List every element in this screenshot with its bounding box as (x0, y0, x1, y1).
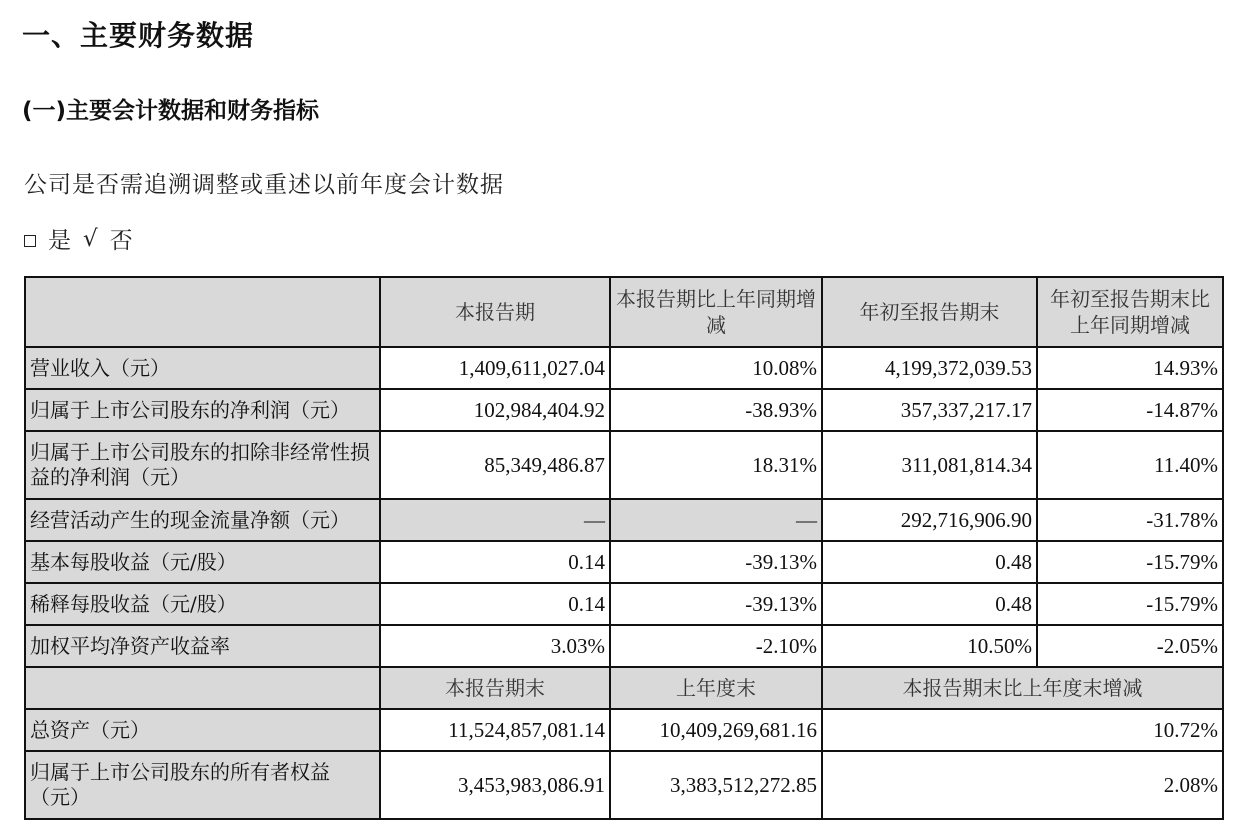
value-cell: 14.93% (1037, 347, 1223, 389)
value-cell: 3.03% (380, 625, 610, 667)
value-cell: -38.93% (610, 389, 822, 431)
value-cell: -39.13% (610, 583, 822, 625)
value-cell: -15.79% (1037, 541, 1223, 583)
row-label: 稀释每股收益（元/股） (25, 583, 380, 625)
value-cell: 10.08% (610, 347, 822, 389)
table-row (25, 751, 1223, 819)
table-row (25, 625, 1223, 667)
value-cell: -39.13% (610, 541, 822, 583)
value-cell: — (610, 499, 822, 541)
value-cell: 357,337,217.17 (822, 389, 1037, 431)
option-yes-label: 是 (48, 228, 71, 254)
header-cell: 上年度末 (610, 667, 822, 709)
table-row (25, 431, 1223, 499)
table-row (25, 499, 1223, 541)
option-no-label: 否 (109, 228, 133, 254)
value-cell: 11,524,857,081.14 (380, 709, 610, 751)
value-cell: — (380, 499, 610, 541)
value-cell: 18.31% (610, 431, 822, 499)
header-cell: 本报告期 (380, 277, 610, 347)
header-cell: 本报告期比上年同期增减 (610, 277, 822, 347)
value-cell: 4,199,372,039.53 (822, 347, 1037, 389)
value-cell: -14.87% (1037, 389, 1223, 431)
value-cell: 311,081,814.34 (822, 431, 1037, 499)
restatement-question: 公司是否需追溯调整或重述以前年度会计数据 (24, 172, 504, 198)
row-label: 营业收入（元） (25, 347, 380, 389)
header-cell: 本报告期末 (380, 667, 610, 709)
row-label: 加权平均净资产收益率 (25, 625, 380, 667)
value-cell: 85,349,486.87 (380, 431, 610, 499)
value-cell: 1,409,611,027.04 (380, 347, 610, 389)
table-row (25, 347, 1223, 389)
value-cell: 10,409,269,681.16 (610, 709, 822, 751)
header-cell: 年初至报告期末比上年同期增减 (1037, 277, 1223, 347)
value-cell: -2.05% (1037, 625, 1223, 667)
value-cell: -2.10% (610, 625, 822, 667)
row-label: 归属于上市公司股东的扣除非经常性损益的净利润（元） (25, 431, 380, 499)
value-cell: 10.72% (822, 709, 1223, 751)
subsection-title: (一)主要会计数据和财务指标 (22, 98, 320, 124)
row-label: 归属于上市公司股东的所有者权益（元） (25, 751, 380, 819)
table-header-row (25, 277, 1223, 347)
table-row (25, 583, 1223, 625)
table-subheader-row (25, 667, 1223, 709)
restatement-choice (24, 222, 133, 255)
value-cell: 0.48 (822, 541, 1037, 583)
table-row (25, 709, 1223, 751)
value-cell: 102,984,404.92 (380, 389, 610, 431)
value-cell: -31.78% (1037, 499, 1223, 541)
header-cell-empty (25, 277, 380, 347)
financial-data-table (24, 276, 1224, 820)
value-cell: 292,716,906.90 (822, 499, 1037, 541)
value-cell: 0.14 (380, 583, 610, 625)
value-cell: 3,383,512,272.85 (610, 751, 822, 819)
row-label: 归属于上市公司股东的净利润（元） (25, 389, 380, 431)
value-cell: 3,453,983,086.91 (380, 751, 610, 819)
value-cell: 2.08% (822, 751, 1223, 819)
checkmark-icon: √ (83, 225, 98, 252)
value-cell: 0.48 (822, 583, 1037, 625)
section-title: 一、主要财务数据 (22, 19, 255, 52)
row-label: 总资产（元） (25, 709, 380, 751)
table-row (25, 541, 1223, 583)
row-label: 基本每股收益（元/股） (25, 541, 380, 583)
table-row (25, 389, 1223, 431)
value-cell: 11.40% (1037, 431, 1223, 499)
header-cell: 年初至报告期末 (822, 277, 1037, 347)
header-cell-empty (25, 667, 380, 709)
value-cell: 0.14 (380, 541, 610, 583)
row-label: 经营活动产生的现金流量净额（元） (25, 499, 380, 541)
value-cell: -15.79% (1037, 583, 1223, 625)
checkbox-unchecked-icon (24, 235, 36, 247)
header-cell: 本报告期末比上年度末增减 (822, 667, 1223, 709)
value-cell: 10.50% (822, 625, 1037, 667)
